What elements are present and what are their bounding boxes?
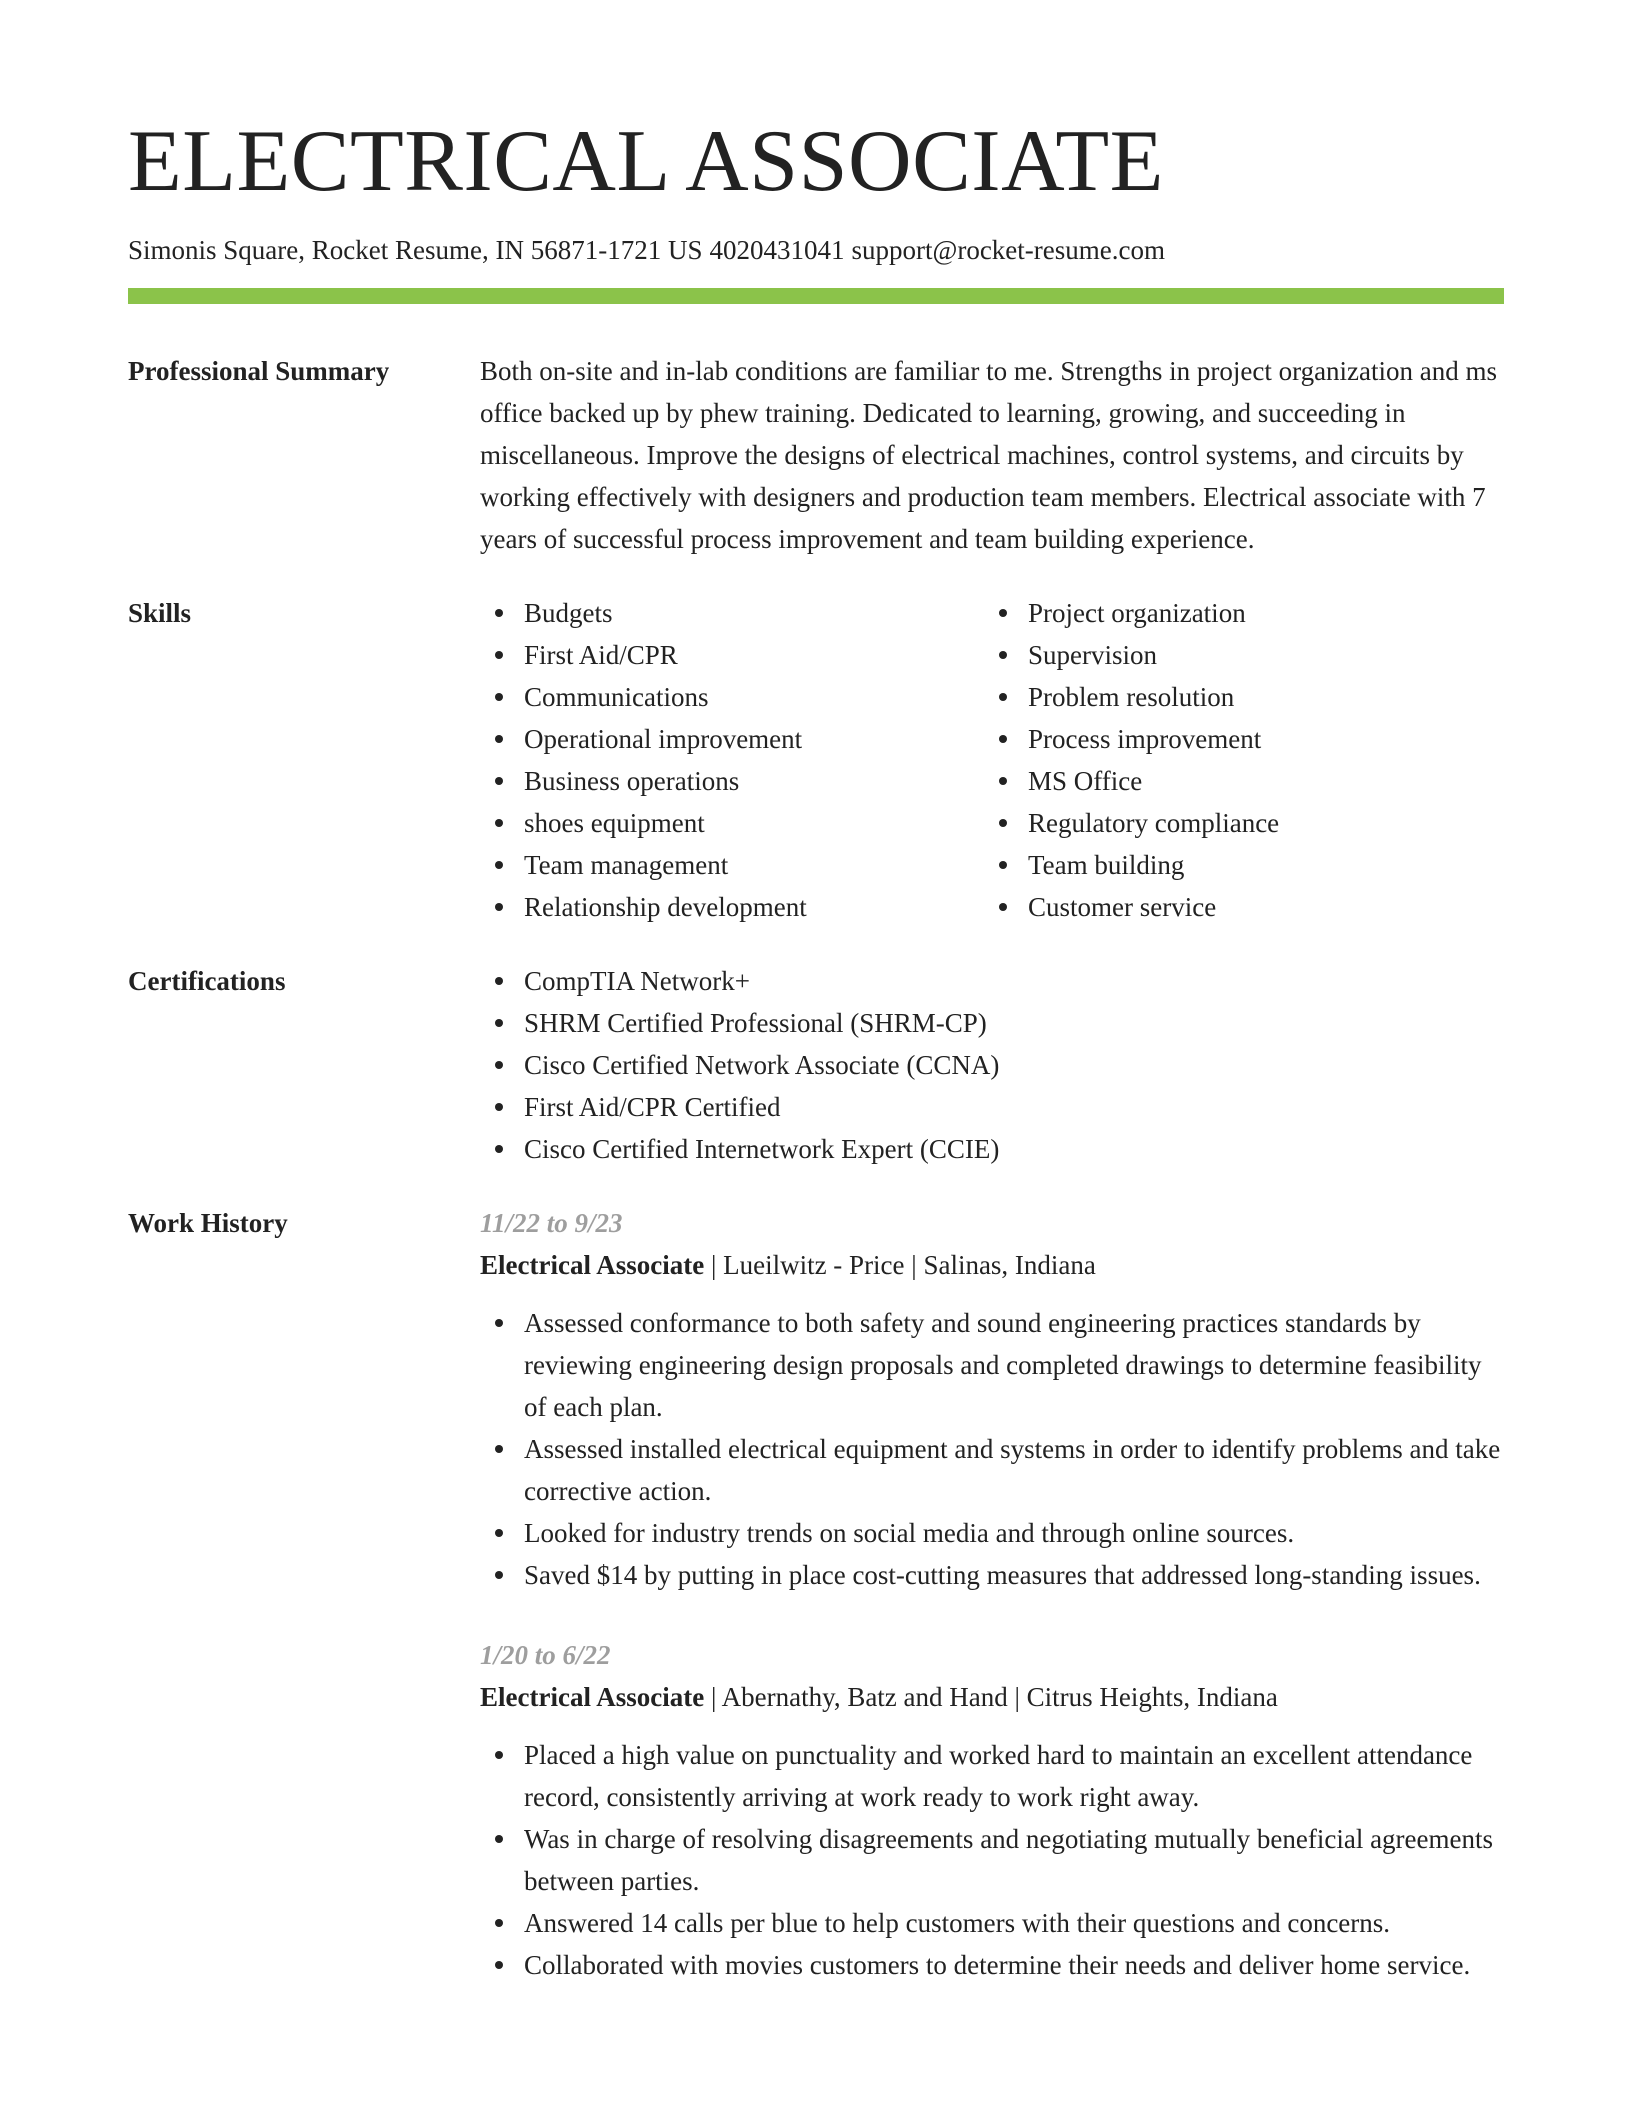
summary-text: Both on-site and in-lab conditions are familiar to me. Strengths in project organization and ms office backed up by phew training. Dedicated to learning, growing, and succeeding in miscellaneous. Improve the designs of electrical machines, control systems, and circuits by working effectively with designers and production team members. Electrical associate with 7 years of successful process improvement and team building experience. bbox=[480, 356, 1498, 555]
skill-item: Regulatory compliance bbox=[1028, 802, 1504, 844]
job-bullet: Assessed installed electrical equipment and systems in order to identify problems and take corrective action. bbox=[524, 1428, 1504, 1512]
skill-item: First Aid/CPR bbox=[524, 634, 984, 676]
skill-item: Supervision bbox=[1028, 634, 1504, 676]
section-work-history bbox=[128, 1202, 1504, 1986]
job-bullet: Looked for industry trends on social media and through online sources. bbox=[524, 1512, 1504, 1554]
job-title: Electrical Associate bbox=[480, 1682, 705, 1713]
contact-address: Simonis Square, Rocket Resume, IN 56871-1721 US bbox=[128, 235, 703, 265]
certification-item: CompTIA Network+ bbox=[524, 960, 1504, 1002]
section-label-summary: Professional Summary bbox=[128, 356, 390, 387]
skill-item: Team management bbox=[524, 844, 984, 886]
certification-item: Cisco Certified Internetwork Expert (CCIE) bbox=[524, 1128, 1504, 1170]
job-separator: | bbox=[1007, 1682, 1027, 1713]
job-bullets bbox=[480, 1302, 1504, 1596]
contact-phone: 4020431041 bbox=[709, 235, 845, 265]
contact-email[interactable]: support@rocket-resume.com bbox=[851, 235, 1165, 265]
job-company: Abernathy, Batz and Hand bbox=[721, 1682, 1008, 1713]
job-location: Citrus Heights, Indiana bbox=[1026, 1682, 1278, 1713]
skill-item: shoes equipment bbox=[524, 802, 984, 844]
job-bullet: Answered 14 calls per blue to help customers with their questions and concerns. bbox=[524, 1902, 1504, 1944]
header-divider bbox=[128, 288, 1504, 304]
job-bullet: Placed a high value on punctuality and worked hard to maintain an excellent attendance record, consistently arriving at work ready to work right away. bbox=[524, 1734, 1504, 1818]
job-heading bbox=[480, 1244, 1504, 1286]
work-history-body bbox=[480, 1202, 1504, 1986]
section-skills bbox=[128, 592, 1504, 928]
job-bullet: Was in charge of resolving disagreements and negotiating mutually beneficial agreements between parties. bbox=[524, 1818, 1504, 1902]
certification-item: Cisco Certified Network Associate (CCNA) bbox=[524, 1044, 1504, 1086]
skills-list-right bbox=[984, 592, 1504, 928]
job-bullets bbox=[480, 1734, 1504, 1986]
certifications-body bbox=[480, 960, 1504, 1170]
job-separator: | bbox=[704, 1250, 724, 1281]
contact-line bbox=[128, 234, 1504, 266]
skill-item: Relationship development bbox=[524, 886, 984, 928]
section-label-certifications: Certifications bbox=[128, 966, 286, 997]
skill-item: Communications bbox=[524, 676, 984, 718]
resume-header bbox=[128, 113, 1504, 304]
job-entry bbox=[480, 1202, 1504, 1596]
skill-item: Project organization bbox=[1028, 592, 1504, 634]
job-entry bbox=[480, 1634, 1504, 1986]
certification-item: SHRM Certified Professional (SHRM-CP) bbox=[524, 1002, 1504, 1044]
section-certifications bbox=[128, 960, 1504, 1170]
job-title: Electrical Associate bbox=[480, 1250, 705, 1281]
resume-name: ELECTRICAL ASSOCIATE bbox=[128, 113, 1164, 210]
skill-item: Operational improvement bbox=[524, 718, 984, 760]
job-location: Salinas, Indiana bbox=[923, 1250, 1096, 1281]
certification-item: First Aid/CPR Certified bbox=[524, 1086, 1504, 1128]
skill-item: Process improvement bbox=[1028, 718, 1504, 760]
skill-item: Business operations bbox=[524, 760, 984, 802]
job-bullet: Assessed conformance to both safety and sound engineering practices standards by reviewing engineering design proposals and completed drawings to determine feasibility of each plan. bbox=[524, 1302, 1504, 1428]
job-heading bbox=[480, 1676, 1504, 1718]
skill-item: Team building bbox=[1028, 844, 1504, 886]
certifications-list bbox=[480, 960, 1504, 1170]
skill-item: MS Office bbox=[1028, 760, 1504, 802]
job-separator: | bbox=[904, 1250, 924, 1281]
job-dates: 11/22 to 9/23 bbox=[480, 1208, 623, 1239]
section-label-skills: Skills bbox=[128, 598, 192, 629]
skill-item: Budgets bbox=[524, 592, 984, 634]
job-bullet: Collaborated with movies customers to determine their needs and deliver home service. bbox=[524, 1944, 1504, 1986]
skill-item: Customer service bbox=[1028, 886, 1504, 928]
skills-list-left bbox=[480, 592, 984, 928]
job-bullet: Saved $14 by putting in place cost-cutting measures that addressed long-standing issues. bbox=[524, 1554, 1504, 1596]
job-dates: 1/20 to 6/22 bbox=[480, 1640, 611, 1671]
section-professional-summary bbox=[128, 350, 1504, 560]
job-separator: | bbox=[704, 1682, 722, 1713]
skills-grid bbox=[480, 592, 1504, 928]
section-label-work-history: Work History bbox=[128, 1208, 288, 1239]
skill-item: Problem resolution bbox=[1028, 676, 1504, 718]
job-company: Lueilwitz - Price bbox=[723, 1250, 905, 1281]
